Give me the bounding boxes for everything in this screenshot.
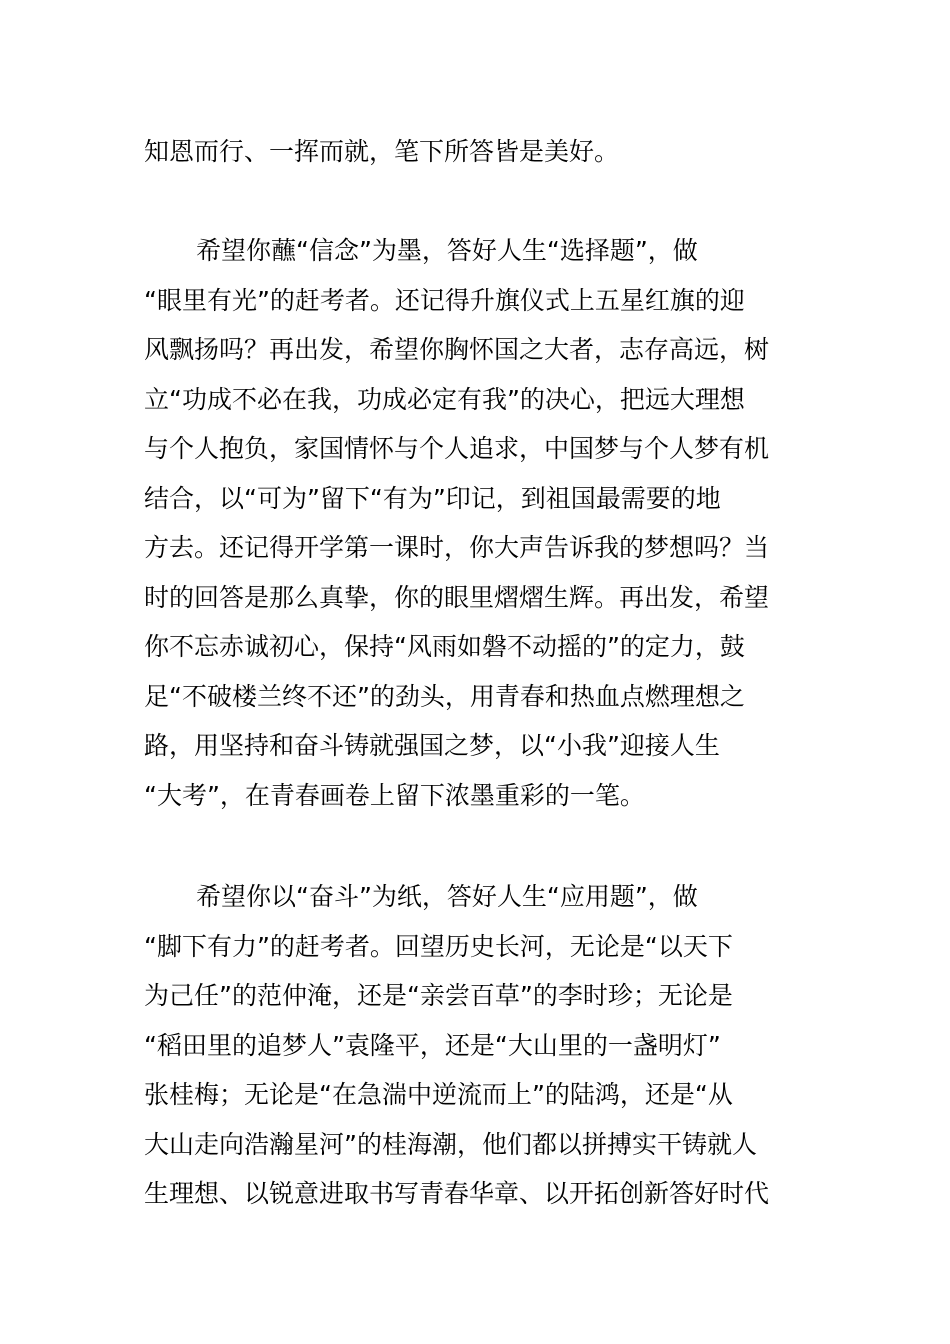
paragraph-1-line-5: 与个人抱负，家国情怀与个人追求，中国梦与个人梦有机 (144, 434, 770, 463)
paragraph-2-line-2: “脚下有力”的赶考者。回望历史长河，无论是“以天下 (144, 932, 733, 961)
text-line-1: 知恩而行、一挥而就，笔下所答皆是美好。 (144, 137, 620, 166)
paragraph-1-line-4: 立“功成不必在我，功成必定有我”的决心，把远大理想 (144, 385, 745, 414)
paragraph-1-line-11: 路，用坚持和奋斗铸就强国之梦，以“小我”迎接人生 (144, 731, 720, 760)
paragraph-1-line-6: 结合，以“可为”留下“有为”印记，到祖国最需要的地 (144, 484, 721, 513)
paragraph-1-line-2: “眼里有光”的赶考者。还记得升旗仪式上五星红旗的迎 (144, 286, 745, 315)
paragraph-2-line-3: 为己任”的范仲淹，还是“亲尝百草”的李时珍；无论是 (144, 981, 733, 1010)
paragraph-1-line-1: 希望你蘸“信念”为墨，答好人生“选择题”，做 (196, 236, 698, 265)
paragraph-1-line-12: “大考”，在青春画卷上留下浓墨重彩的一笔。 (144, 781, 645, 810)
paragraph-2-line-1: 希望你以“奋斗”为纸，答好人生“应用题”，做 (196, 882, 698, 911)
paragraph-2-line-7: 生理想、以锐意进取书写青春华章、以开拓创新答好时代 (144, 1179, 770, 1208)
paragraph-1-line-3: 风飘扬吗？再出发，希望你胸怀国之大者，志存高远，树 (144, 335, 770, 364)
paragraph-1-line-8: 时的回答是那么真挚，你的眼里熠熠生辉。再出发，希望 (144, 583, 770, 612)
paragraph-1-line-9: 你不忘赤诚初心，保持“风雨如磐不动摇的”的定力，鼓 (144, 632, 745, 661)
paragraph-2-line-4: “稻田里的追梦人”袁隆平，还是“大山里的一盏明灯” (144, 1031, 721, 1060)
paragraph-2-line-6: 大山走向浩瀚星河”的桂海潮，他们都以拼搏实干铸就人 (144, 1130, 757, 1159)
paragraph-1-line-7: 方去。还记得开学第一课时，你大声告诉我的梦想吗？当 (144, 533, 770, 562)
paragraph-2-line-5: 张桂梅；无论是“在急湍中逆流而上”的陆鸿，还是“从 (144, 1080, 733, 1109)
paragraph-1-line-10: 足“不破楼兰终不还”的劲头，用青春和热血点燃理想之 (144, 682, 745, 711)
